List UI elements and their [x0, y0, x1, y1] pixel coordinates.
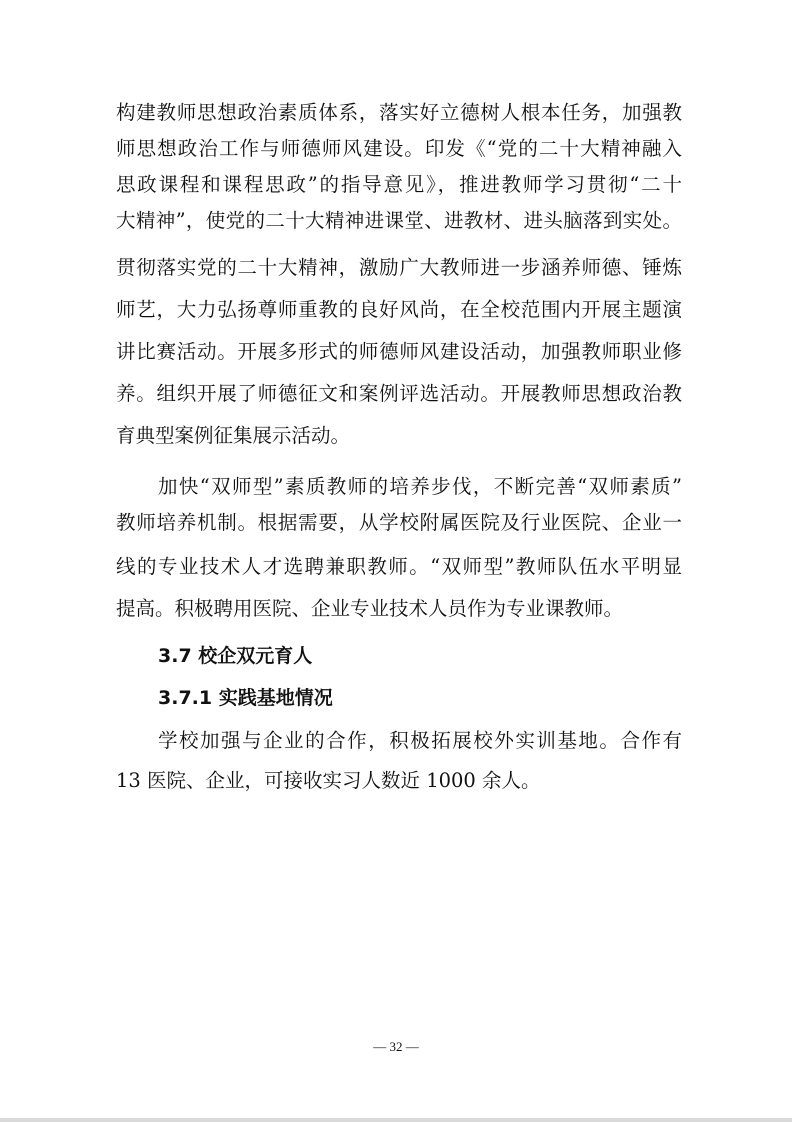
text-line: 师思想政治工作与师德师风建设。印发《“党的二十大精神融入 [116, 137, 682, 160]
text-line: 育典型案例征集展示活动。 [116, 424, 351, 447]
text-line: 构建教师思想政治素质体系，落实好立德树人根本任务，加强教 [116, 101, 682, 124]
text-line: 提高。积极聘用医院、企业专业技术人员作为专业课教师。 [116, 597, 624, 620]
page-number: — 32 — [373, 1039, 419, 1054]
section-heading: 3.7 校企双元育人 [158, 645, 313, 667]
text-line: 线的专业技术人才选聘兼职教师。“双师型”教师队伍水平明显 [116, 555, 682, 578]
text-line: 13 医院、企业，可接收实习人数近 1000 余人。 [116, 769, 541, 792]
subsection-heading: 3.7.1 实践基地情况 [158, 687, 333, 709]
text-line: 思政课程和课程思政”的指导意见》，推进教师学习贯彻“二十 [116, 173, 682, 196]
text-line: 学校加强与企业的合作，积极拓展校外实训基地。合作有 [158, 729, 682, 752]
page-bottom-border [0, 1118, 792, 1122]
text-line: 贯彻落实党的二十大精神，激励广大教师进一步涵养师德、锤炼 [116, 256, 682, 279]
text-line: 养。组织开展了师德征文和案例评选活动。开展教师思想政治教 [116, 382, 682, 405]
text-line: 大精神”，使党的二十大精神进课堂、进教材、进头脑落到实处。 [116, 209, 682, 232]
text-line: 教师培养机制。根据需要，从学校附属医院及行业医院、企业一 [116, 511, 682, 534]
text-line: 讲比赛活动。开展多形式的师德师风建设活动，加强教师职业修 [116, 340, 682, 363]
text-line: 师艺，大力弘扬尊师重教的良好风尚，在全校范围内开展主题演 [116, 298, 682, 321]
text-line: 加快“双师型”素质教师的培养步伐，不断完善“双师素质” [158, 475, 682, 498]
